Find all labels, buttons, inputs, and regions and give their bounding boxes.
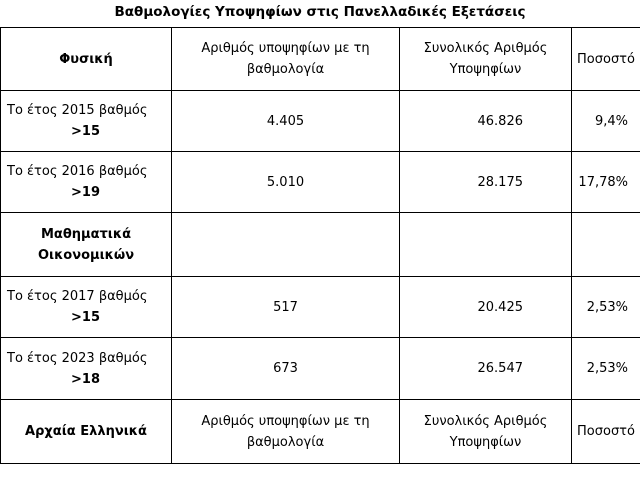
count-cell: 5.010 — [172, 152, 400, 213]
empty-cell — [172, 213, 400, 277]
row-label-text: Το έτος 2023 βαθμός — [7, 350, 148, 366]
subject-label: Αρχαία Ελληνικά — [1, 400, 172, 464]
total-cell: 26.547 — [400, 338, 572, 400]
subject-label: Μαθηματικά Οικονομικών — [1, 213, 172, 277]
total-cell: 46.826 — [400, 91, 572, 152]
row-label-text: Το έτος 2016 βαθμός — [7, 164, 148, 179]
section-header-row — [1, 28, 640, 91]
total-cell: 28.175 — [400, 152, 572, 213]
row-threshold: >15 — [71, 124, 100, 139]
percent-cell: 2,53% — [572, 277, 640, 338]
empty-cell — [572, 213, 640, 277]
row-threshold: >19 — [71, 185, 100, 200]
table-row — [1, 338, 640, 400]
section-header-row — [1, 213, 640, 277]
row-label — [1, 152, 172, 213]
subject-label: Φυσική — [1, 28, 172, 91]
percent-cell: 2,53% — [572, 338, 640, 400]
column-header-count: Αριθμός υποψηφίων με τη βαθμολογία — [172, 400, 400, 464]
count-cell: 4.405 — [172, 91, 400, 152]
row-label-text: Το έτος 2015 βαθμός — [7, 103, 148, 118]
column-header-total: Συνολικός Αριθμός Υποψηφίων — [400, 400, 572, 464]
column-header-total: Συνολικός Αριθμός Υποψηφίων — [400, 28, 572, 91]
count-cell: 673 — [172, 338, 400, 400]
row-threshold: >15 — [71, 310, 100, 325]
row-label-text: Το έτος 2017 βαθμός — [7, 289, 148, 304]
table-row — [1, 152, 640, 213]
percent-cell: 9,4% — [572, 91, 640, 152]
percent-cell: 17,78% — [572, 152, 640, 213]
total-cell: 20.425 — [400, 277, 572, 338]
row-label — [1, 91, 172, 152]
empty-cell — [400, 213, 572, 277]
row-label — [1, 338, 172, 400]
row-label — [1, 277, 172, 338]
count-cell: 517 — [172, 277, 400, 338]
row-threshold: >18 — [71, 371, 100, 387]
column-header-count: Αριθμός υποψηφίων με τη βαθμολογία — [172, 28, 400, 91]
scores-table — [0, 27, 640, 464]
column-header-percent: Ποσοστό — [572, 400, 640, 464]
page-title: Βαθμολογίες Υποψηφίων στις Πανελλαδικές Εξετάσεις — [114, 4, 526, 20]
section-header-row — [1, 400, 640, 464]
table-row — [1, 277, 640, 338]
table-row — [1, 91, 640, 152]
column-header-percent: Ποσοστό — [572, 28, 640, 91]
